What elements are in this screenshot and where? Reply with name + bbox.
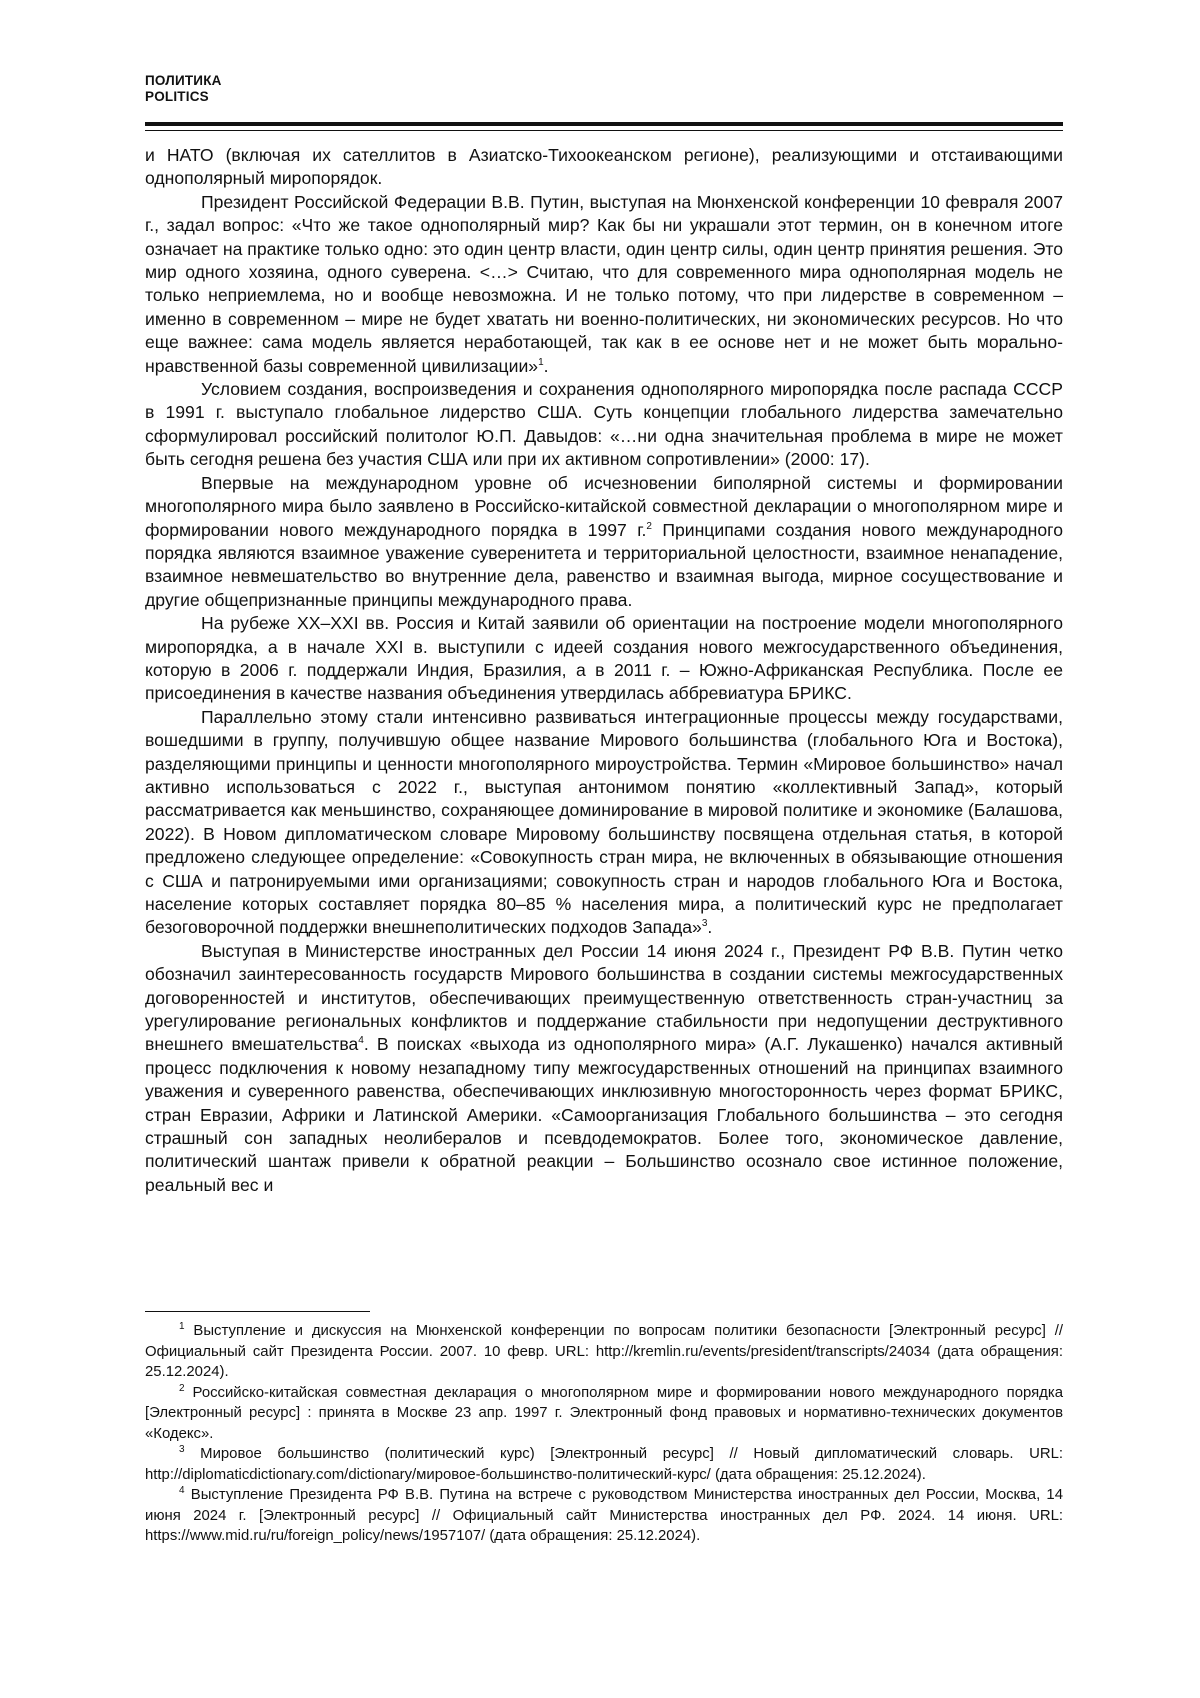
footnote-number: 4 — [179, 1485, 185, 1497]
paragraph: Президент Российской Федерации В.В. Путин, выступая на Мюнхенской конференции 10 февраля 2007 г., задал вопрос: «Что же такое однополярный мир? Как бы ни украшали этот термин, он в конечном итоге означает на практике только одно: это один центр власти, один центр силы, один центр принятия решения. Это мир одного хозяина, одного суверена. <…> Считаю, что для современного мира однополярная модель не только неприемлема, но и вообще невозможна. И не только потому, что при лидерстве в современном – именно в современном – мире не будет хватать ни военно-политических, ни экономических ресурсов. Но что еще важнее: сама модель является неработающей, так как в ее основе нет и не может быть морально-нравственной базы современной цивилизации»$^1$. — [145, 191, 1063, 376]
section-title-en: POLITICS — [145, 89, 209, 104]
paragraph: На рубеже XX–XXI вв. Россия и Китай заявили об ориентации на построение модели многополярного миропорядка, а в начале XXI в. выступили с идеей создания нового межгосударственного объединения, которую в 2006 г. поддержали Индия, Бразилия, а в 2011 г. – Южно-Африканская Республика. После ее присоединения в качестве названия объединения утвердилась аббревиатура БРИКС. — [145, 613, 1063, 704]
header-rule-thick — [145, 122, 1063, 126]
footnote: $^4$ Выступление Президента РФ В.В. Путина на встрече с руководством Министерства иностранных дел России, Москва, 14 июня 2024 г. [Электронный ресурс] // Официальный сайт Министерства иностранных дел РФ. 2024. 14 июня. URL: https://www.mid.ru/ru/foreign_policy/news/1957107/ (дата обращения: 25.12.2024). — [145, 1485, 1063, 1544]
footnote-ref[interactable]: 1 — [538, 356, 544, 368]
footnote-separator — [145, 1311, 370, 1312]
paragraph: Выступая в Министерстве иностранных дел России 14 июня 2024 г., Президент РФ В.В. Путин четко обозначил заинтересованность государств Мирового большинства в создании системы межгосударственных договоренностей и институтов, обеспечивающих преимущественную ответственность стран-участниц за урегулирование региональных конфликтов и поддержание стабильности при недопущении деструктивного внешнего вмешательства$^4$. В поисках «выхода из однополярного мира» (А.Г. Лукашенко) начался активный процесс подключения к новому незападному типу межгосударственных отношений на принципах взаимного уважения и суверенного равенства, обеспечивающих инклюзивную многосторонность через формат БРИКС, стран Евразии, Африки и Латинской Америки. «Самоорганизация Глобального большинства – это сегодня страшный сон западных неолибералов и псевдодемократов. Более того, экономическое давление, политический шантаж привели к обратной реакции – Большинство осознало свое истинное положение, реальный вес и — [145, 940, 1063, 1195]
paragraph: Параллельно этому стали интенсивно развиваться интеграционные процессы между государствами, вошедшими в группу, получившую общее название Мирового большинства (глобального Юга и Востока), разделяющими принципы и ценности многополярного мироустройства. Термин «Мировое большинство» начал активно использоваться с 2022 г., выступая антонимом понятию «коллективный Запад», который рассматривается как меньшинство, сохраняющее доминирование в мировой политике и экономике (Балашова, 2022). В Новом дипломатическом словаре Мировому большинству посвящена отдельная статья, в которой предложено следующее определение: «Совокупность стран мира, не включенных в обязывающие отношения с США и патронируемыми ими организациями; совокупность стран и народов глобального Юга и Востока, население которых составляет порядка 80–85 % населения мира, а политический курс не предполагает безоговорочной поддержки внешнеполитических подходов Запада»$^3$. — [145, 706, 1063, 938]
footnotes — [145, 1321, 1063, 1547]
footnote-number: 2 — [179, 1382, 185, 1394]
article-body — [145, 144, 1063, 1197]
paragraph: Впервые на международном уровне об исчезновении биполярной системы и формировании многополярного мира было заявлено в Российско-китайской совместной декларации о многополярном мире и формировании нового международного порядка в 1997 г.$^2$ Принципами создания нового международного порядка являются взаимное уважение суверенитета и территориальной целостности, взаимное ненападение, взаимное невмешательство во внутренние дела, равенство и взаимная выгода, мирное сосуществование и другие общепризнанные принципы международного права. — [145, 472, 1063, 610]
paragraph: и НАТО (включая их сателлитов в Азиатско-Тихоокеанском регионе), реализующими и отстаивающими однополярный миропорядок. — [145, 145, 1063, 189]
section-title-ru: ПОЛИТИКА — [145, 73, 222, 88]
footnote-ref[interactable]: 4 — [358, 1035, 364, 1047]
footnote-number: 3 — [179, 1444, 185, 1456]
footnote: $^2$ Российско-китайская совместная декларация о многополярном мире и формировании нового международного порядка [Электронный ресурс] : принята в Москве 23 апр. 1997 г. Электронный фонд правовых и нормативно-технических документов «Кодекс». — [145, 1382, 1063, 1442]
paragraph: Условием создания, воспроизведения и сохранения однополярного миропорядка после распада СССР в 1991 г. выступало глобальное лидерство США. Суть концепции глобального лидерства замечательно сформулировал российский политолог Ю.П. Давыдов: «…ни одна значительная проблема в мире не может быть сегодня решена без участия США или при их активном сопротивлении» (2000: 17). — [145, 379, 1063, 470]
running-header — [145, 73, 222, 105]
header-rule-thin — [145, 130, 1063, 131]
footnote-ref[interactable]: 3 — [701, 918, 708, 930]
footnote: $^1$ Выступление и дискуссия на Мюнхенской конференции по вопросам политики безопасности [Электронный ресурс] // Официальный сайт Президента России. 2007. 10 февр. URL: http://kremlin.ru/events/president/transcripts/24034 (дата обращения: 25.12.2024). — [145, 1321, 1063, 1380]
footnote-ref[interactable]: 2 — [646, 520, 652, 532]
footnote-number: 1 — [179, 1321, 185, 1333]
footnote: $^3$ Мировое большинство (политический курс) [Электронный ресурс] // Новый дипломатический словарь. URL: http://diplomaticdictionary.com/dictionary/мировое-большинство-политический-курс/ (дата обращения: 25.12.2024). — [145, 1444, 1063, 1483]
